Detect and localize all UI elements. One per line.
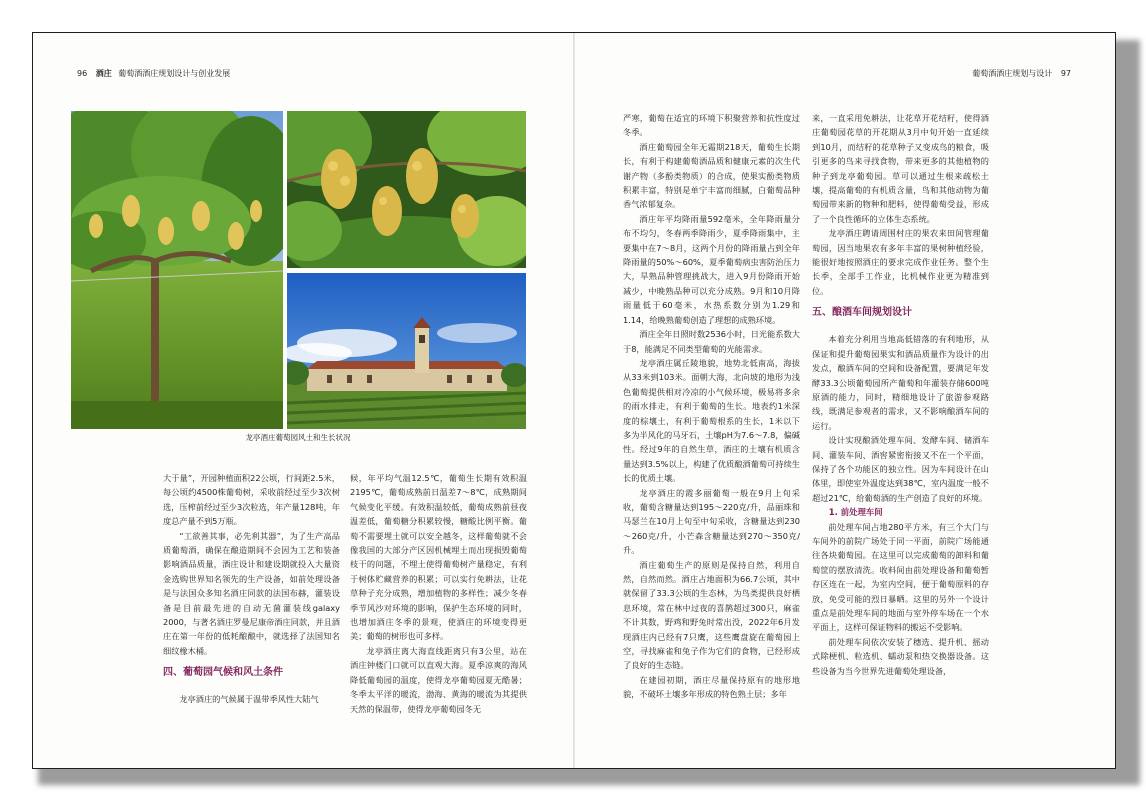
paragraph: 龙亭酒庄属丘陵地貌，地势北低南高，海拔从33米到103米。面朝大海，北向坡的地形为浅色葡萄提供相对冷凉的小气候环境，极易将多余的雨水排走，有利于葡萄的生长。地表约1米深度的棕壤土，有利于葡萄根系的生长，1米以下多为半风化的马牙石，土壤pH为7.6～7.8，偏碱性。经过9年的自然生草，酒庄的土壤有机质含量达到3.5%以上，构建了优质酿酒葡萄可持续生长的优质土壤。 xyxy=(623,357,800,484)
paragraph: 候，年平均气温12.5℃，葡萄生长期有效积温2195℃，葡萄成熟前日温差7～8℃，成熟期间气候变化平缓。有效积温较低，葡萄成熟前昼夜温差低，葡萄糖分积累较慢，糖酸比例平衡。葡萄不需要埋土就可以安全越冬，这样葡萄就不会像我国的大部分产区因机械埋土而出现损毁葡萄枝干的问题，不埋土使得葡萄树产量稳定，有利于树体贮藏营养的积累；可以实行免耕法，让花草种子充分成熟，增加植物的多样性；减少冬春季节风沙对环境的影响，保护生态环境的同时，也增加酒庄冬季的景观，使酒庄的环境变得更美；葡萄的树形也可多样。 xyxy=(350,473,527,642)
book-gutter xyxy=(573,33,575,768)
text-column-3 xyxy=(623,111,800,702)
header-title-right: 葡萄酒酒庄规划与设计 xyxy=(972,69,1053,78)
header-right xyxy=(972,68,1077,79)
paragraph: 严寒，葡萄在适宜的环境下积聚营养和抗性度过冬季。 xyxy=(623,113,800,138)
paragraph: 前处理车间占地280平方米，有三个大门与车间外的前院广场处于同一平面，前院广场能通往各块葡萄园。在这里可以完成葡萄的卸料和葡萄筐的摆放清洗。收料间由前处理设备和葡萄暂存区连在一起，为室内空间，便于葡萄原料的存放，免受可能的烈日暴晒。这里的另外一个设计重点是前处理车间的地面与室外停车场在一个水平面上，这样可保证物料的搬运不受影响。 xyxy=(812,521,989,633)
paragraph: 龙亭酒庄聘请周围村庄的果农来田间管理葡萄园，因当地果农有多年丰富的果树种植经验，能很好地按照酒庄的要求完成作业任务。整个生长季，全部手工作业，比机械作业更为精准到位。 xyxy=(812,228,989,296)
paragraph: 酒庄全年日照时数2536小时，日光能系数大于8，能满足不同类型葡萄的光能需求。 xyxy=(623,329,800,354)
paragraph: 大于量”，开园种植面积22公顷，行间距2.5米，每公顷约4500株葡萄树，采收前经过至少3次树选，压榨前经过至少3次粒选，年产量128吨，年度总产量不到5万瓶。 xyxy=(163,473,340,527)
header-part: 酒庄 xyxy=(95,69,112,78)
header-title-left: 葡萄酒酒庄规划设计与创业发展 xyxy=(118,69,231,78)
chateau-photo xyxy=(287,273,526,429)
paragraph: 来，一直采用免耕法，让花草开花结籽，使得酒庄葡萄园花草的开花期从3月中旬开始一直延续到10月，而结籽的花草种子又变成鸟的粮食，吸引更多的鸟来寻找食物，带来更多的其他植物的种子到龙亭葡萄园。草可以通过生根来疏松土壤，提高葡萄的有机质含量，鸟和其他动物为葡萄园带来新的物种和肥料，使得葡萄受益，形成了一个良性循环的立体生态系统。 xyxy=(812,113,989,224)
paragraph: 前处理车间依次安装了穗选、提升机、摇动式除梗机、粒选机、蠕动泵和热交换器设备。这些设备为当今世界先进葡萄处理设备， xyxy=(812,636,989,676)
figure-caption: 龙亭酒庄葡萄园风土和生长状况 xyxy=(245,433,351,442)
paragraph: 本着充分利用当地高低错落的有利地形，从保证和提升葡萄园果实和酒品质量作为设计的出发点，酿酒车间的空间和设备配置，要满足年发酵33.3公顷葡萄园所产葡萄和年灌装存储600吨原酒的能力，同时，精细地设计了旅游参观路线，既满足参观者的需求，又不影响酿酒车间的运行。 xyxy=(812,334,989,431)
section-heading-5: 五、酿酒车间规划设计 xyxy=(812,307,912,319)
paragraph: 在建园初期，酒庄尽量保持原有的地形地貌，不破坏土壤多年形成的特色熟土层；多年 xyxy=(623,674,800,700)
paragraph: 酒庄年平均降雨量592毫米，全年降雨量分布不均匀，冬春两季降雨少，夏季降雨集中，主要集中在7～8月，这两个月份的降雨量占到全年降雨量的50%～60%，夏季葡萄病虫害防治压力大，旱熟品种管理挑战大，进入9月份降雨开始减少，中晚熟品种可以充分成熟。9月和10月降雨量低于60毫米，水热系数分别为1.29和1.14，给晚熟葡萄创造了理想的成熟环境。 xyxy=(623,213,800,325)
paragraph: 设计实现酿酒处理车间、发酵车间、储酒车间、灌装车间、酒窖紧密衔接又不在一个平面，保持了各个功能区的独立性。因为车间设计在山体里，即使室外温度达到38℃，室内温度一般不超过21℃，给葡萄酒的生产创造了良好的环境。 xyxy=(812,435,989,503)
paragraph: 龙亭酒庄离大海直线距离只有3公里，站在酒庄钟楼门口就可以直观大海。夏季凉爽的海风降低葡萄园的温度，使得龙亭葡萄园夏无酷暑；冬季太平洋的暖流，渤海、黄海的暖流为其提供天然的保温带，使得龙亭葡萄园冬无 xyxy=(350,645,527,714)
grape-clusters-photo xyxy=(287,111,526,268)
paragraph: “工欲善其事，必先利其器”，为了生产高品质葡萄酒，确保在酿造期间不会因为工艺和装备影响酒品质量，酒庄设计和建设期就投入大量资金选购世界知名领先的生产设备，如前处理设备是与法国众多知名酒庄同款的法国布赫，灌装设备是目前最先进的自动无菌灌装线galaxy 2000，与著名酒庄罗曼尼康帝酒庄同款，并且酒庄在第一年份的低耗酿酿中，就选择了法国知名细纹橡木桶。 xyxy=(163,530,340,656)
page-number-left: 96 xyxy=(77,69,88,78)
text-column-1 xyxy=(163,471,340,707)
subsection-heading: 1. 前处理车间 xyxy=(828,507,883,518)
text-column-2 xyxy=(350,471,527,716)
vineyard-photo xyxy=(71,111,283,429)
paragraph: 龙亭酒庄的霞多丽葡萄一般在9月上旬采收，葡萄含糖量达到195～220克/升，品丽珠和马瑟兰在10月上旬至中旬采收，含糖量达到230～260克/升，小芒森含糖量达到270～350克/升。 xyxy=(623,487,800,556)
paragraph: 龙亭酒庄的气候属于温带季风性大陆气 xyxy=(179,694,319,705)
book-spread xyxy=(32,32,1116,769)
page-number-right: 97 xyxy=(1060,69,1071,78)
paragraph: 酒庄葡萄生产的原则是保持自然，利用自然，自然而然。酒庄占地面积为66.7公顷，其中就保留了33.3公顷的生态林，为鸟类提供良好栖息环境，常在林中过夜的喜鹊超过300只，麻雀不计其数，野鸡和野兔时常出没，2022年6月发现酒庄内已经有7只鹰，这些鹰盘旋在葡萄园上空，寻找麻雀和兔子作为它们的食物，已经形成了良好的生态链。 xyxy=(623,559,800,671)
section-heading-4: 四、葡萄园气候和风土条件 xyxy=(163,667,283,679)
header-left xyxy=(71,68,230,79)
text-column-4 xyxy=(812,111,989,678)
paragraph: 酒庄葡萄园全年无霜期218天，葡萄生长期长，有利于构建葡萄酒品质和健康元素的次生代谢产物（多酚类物质）的合成，使果实酚类物质积累丰富，特别是单宁丰富而细腻，白葡萄品种香气浓郁复杂。 xyxy=(623,141,800,210)
